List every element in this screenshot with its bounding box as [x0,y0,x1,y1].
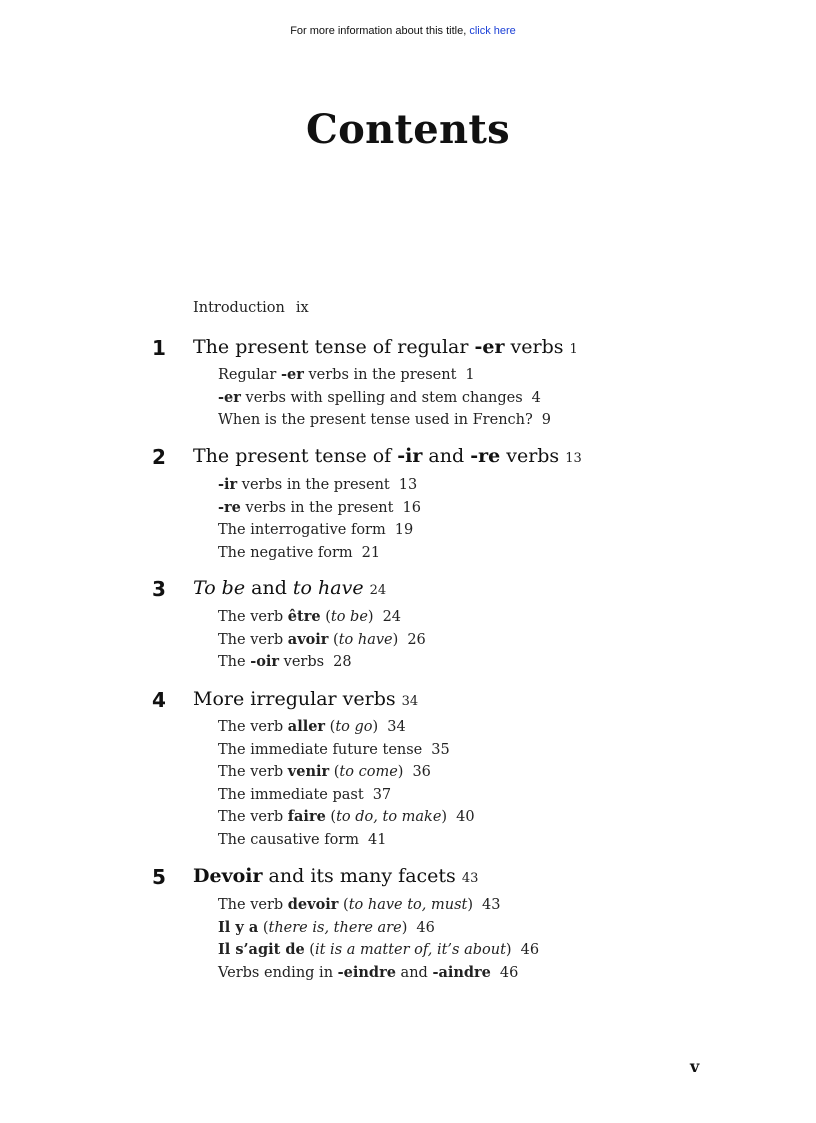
toc-item[interactable]: -ir verbs in the present 13 [218,476,418,493]
chapter-title: The present tense of -ir and -re verbs 13 [193,445,582,467]
item-page-number: 34 [387,719,406,735]
item-page-number: 16 [402,499,421,516]
toc-item[interactable]: The verb être (to be) 24 [218,608,402,625]
toc-item[interactable]: Il s’agit de (it is a matter of, it’s about) 46 [218,941,540,958]
item-page-number: 28 [333,654,352,670]
chapter-heading[interactable] [0,688,816,716]
item-page-number: 13 [398,477,418,493]
toc-item[interactable]: The -oir verbs 28 [218,653,352,670]
chapter-title: Devoir and its many facets 43 [193,865,479,887]
toc-item[interactable]: The causative form 41 [218,831,387,848]
item-page-number: 46 [416,919,435,936]
item-page-number: 36 [412,764,431,780]
chapter-number: 5 [152,865,166,889]
item-page-number: 35 [431,741,450,758]
intro-page-number: ix [295,300,309,316]
chapter-number: 4 [152,688,166,712]
toc-item[interactable]: -re verbs in the present 16 [218,498,421,516]
toc-item[interactable]: The verb venir (to come) 36 [218,763,431,780]
toc-item[interactable]: Verbs ending in -eindre and -aindre 46 [218,963,519,981]
toc-item[interactable]: The immediate past 37 [218,786,392,803]
item-page-number: 24 [382,609,402,625]
chapter-item-list [218,474,421,564]
chapter-number: 1 [152,336,166,360]
item-page-number: 37 [372,786,392,803]
chapter-item-list [218,364,551,432]
chapter-heading[interactable] [0,865,816,893]
toc-item[interactable]: The immediate future tense 35 [218,741,450,758]
toc-item[interactable]: The verb avoir (to have) 26 [218,630,426,648]
item-page-number: 4 [531,389,541,406]
toc-item[interactable]: When is the present tense used in French? 9 [218,412,552,428]
header-note [0,25,806,37]
chapter-title: The present tense of regular -er verbs 1 [193,336,578,358]
chapter-page-number: 43 [461,871,479,886]
chapter-number: 3 [152,577,166,601]
chapter-page-number: 24 [369,583,387,598]
item-page-number: 41 [368,831,387,848]
page-folio: v [690,1057,700,1076]
chapter-number: 2 [152,445,166,469]
chapter-heading[interactable] [0,577,816,605]
item-page-number: 19 [394,522,414,538]
toc-item[interactable]: -er verbs with spelling and stem changes 4 [218,388,541,406]
toc-item[interactable]: The verb devoir (to have to, must) 43 [218,896,501,913]
toc-item[interactable]: The negative form 21 [218,544,381,561]
chapter-item-list [218,606,426,674]
item-page-number: 46 [499,964,519,981]
chapter-heading[interactable] [0,445,816,473]
toc-chapter-4 [0,688,816,848]
click-here-link[interactable]: click here [469,25,516,37]
chapter-page-number: 1 [569,342,578,357]
chapter-item-list [218,894,539,984]
item-page-number: 9 [541,412,552,428]
chapter-heading[interactable] [0,336,816,364]
chapter-title: To be and to have 24 [193,577,387,599]
toc-intro[interactable] [193,300,309,316]
item-page-number: 1 [465,367,475,383]
toc-item[interactable]: The interrogative form 19 [218,522,414,538]
item-page-number: 40 [456,809,475,825]
toc-item[interactable]: The verb faire (to do, to make) 40 [218,808,475,825]
toc-chapter-3 [0,577,816,670]
intro-label: Introduction [193,300,285,316]
toc-item[interactable]: Regular -er verbs in the present 1 [218,366,475,383]
item-page-number: 21 [361,544,381,561]
toc-chapter-1 [0,336,816,428]
chapter-title: More irregular verbs 34 [193,688,419,710]
item-page-number: 46 [520,942,540,958]
toc-item[interactable]: Il y a (there is, there are) 46 [218,918,435,936]
item-page-number: 26 [407,631,426,648]
header-note-text: For more information about this title, [290,25,470,37]
chapter-page-number: 34 [401,694,419,709]
chapter-page-number: 13 [565,451,582,466]
toc-item[interactable]: The verb aller (to go) 34 [218,718,406,735]
toc-chapter-2 [0,445,816,561]
toc-chapter-5 [0,865,816,981]
item-page-number: 43 [482,897,501,913]
page-title: Contents [305,106,510,153]
chapter-item-list [218,716,475,851]
